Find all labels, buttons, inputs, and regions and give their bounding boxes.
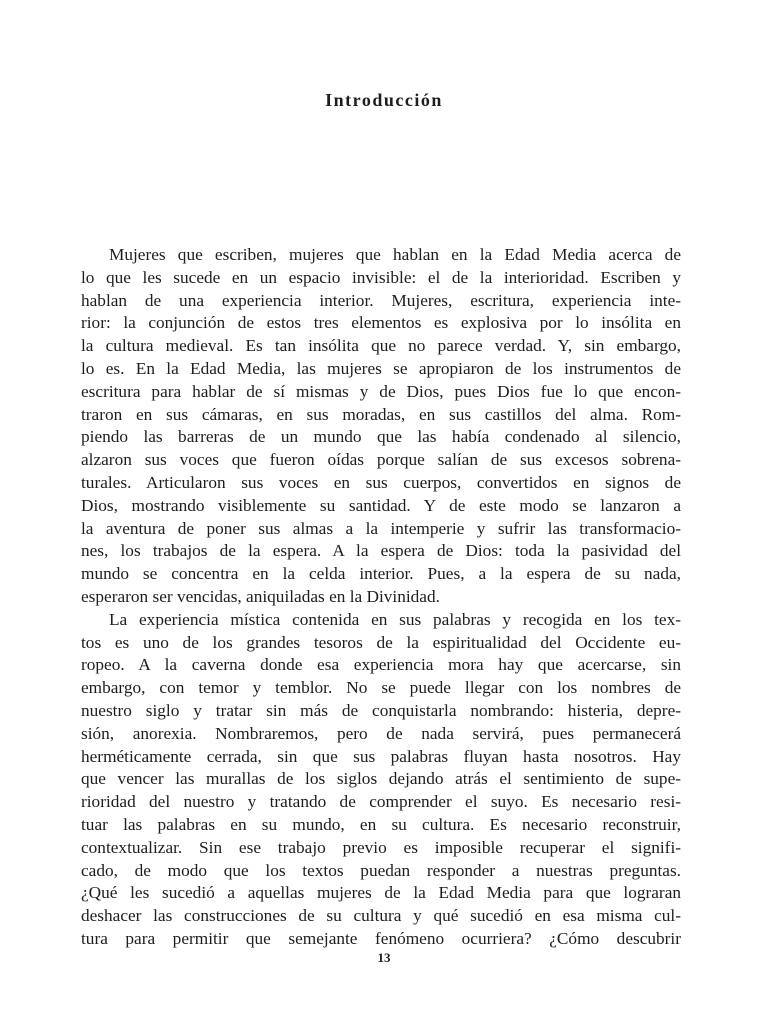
text-line: turales. Articularon sus voces en sus cuerpos, convertidos en signos de	[81, 472, 681, 492]
text-line: lo es. En la Edad Media, las mujeres se apropiaron de los instrumentos de	[81, 358, 681, 378]
text-line: escritura para hablar de sí mismas y de Dios, pues Dios fue lo que encon-	[81, 381, 681, 401]
chapter-title: Introducción	[325, 90, 443, 110]
text-line: ¿Qué les sucedió a aquellas mujeres de la Edad Media para que lograran	[81, 883, 681, 903]
text-line: tura para permitir que semejante fenómeno ocurriera? ¿Cómo descubrir	[81, 928, 681, 948]
text-line: la aventura de poner sus almas a la intemperie y sufrir las transformacio-	[81, 518, 681, 538]
text-line: tos es uno de los grandes tesoros de la espiritualidad del Occidente eu-	[81, 632, 681, 652]
text-line: cado, de modo que los textos puedan responder a nuestras preguntas.	[81, 860, 681, 880]
text-line: alzaron sus voces que fueron oídas porque salían de sus excesos sobrena-	[81, 450, 681, 470]
text-line: embargo, con temor y temblor. No se puede llegar con los nombres de	[81, 678, 681, 698]
text-line: nuestro siglo y tratar sin más de conquistarla nombrando: histeria, depre-	[81, 700, 681, 720]
text-line: esperaron ser vencidas, aniquiladas en la Divinidad.	[81, 586, 440, 606]
text-line: herméticamente cerrada, sin que sus palabras fluyan hasta nosotros. Hay	[81, 746, 681, 766]
paragraph	[81, 244, 681, 609]
text-line: que vencer las murallas de los siglos dejando atrás el sentimiento de supe-	[81, 769, 681, 789]
page-number: 13	[377, 950, 391, 965]
text-line: Mujeres que escriben, mujeres que hablan en la Edad Media acerca de	[109, 245, 681, 264]
text-line: Dios, mostrando visiblemente su santidad. Y de este modo se lanzaron a	[81, 495, 681, 515]
text-line: deshacer las construcciones de su cultura y qué sucedió en esa misma cul-	[81, 906, 681, 926]
text-line: lo que les sucede en un espacio invisible: el de la interioridad. Escriben y	[81, 267, 681, 287]
text-line: ropeo. A la caverna donde esa experiencia mora hay que acercarse, sin	[81, 655, 681, 675]
paragraph	[81, 609, 681, 951]
text-line: rioridad del nuestro y tratando de comprender el suyo. Es necesario resi-	[81, 792, 681, 812]
body-text	[81, 244, 681, 951]
text-line: piendo las barreras de un mundo que las había condenado al silencio,	[81, 427, 681, 447]
text-line: traron en sus cámaras, en sus moradas, en sus castillos del alma. Rom-	[81, 404, 681, 424]
text-line: nes, los trabajos de la espera. A la espera de Dios: toda la pasividad del	[81, 541, 681, 561]
text-line: tuar las palabras en su mundo, en su cultura. Es necesario reconstruir,	[81, 814, 681, 834]
text-line: la cultura medieval. Es tan insólita que no parece verdad. Y, sin embargo,	[81, 336, 681, 356]
text-line: mundo se concentra en la celda interior. Pues, a la espera de su nada,	[81, 564, 681, 584]
text-line: sión, anorexia. Nombraremos, pero de nada servirá, pues permanecerá	[81, 723, 681, 743]
text-line: hablan de una experiencia interior. Mujeres, escritura, experiencia inte-	[81, 290, 681, 310]
text-line: contextualizar. Sin ese trabajo previo es imposible recuperar el signifi-	[81, 837, 681, 857]
text-line: La experiencia mística contenida en sus palabras y recogida en los tex-	[109, 609, 681, 629]
text-line: rior: la conjunción de estos tres elementos es explosiva por lo insólita en	[81, 313, 681, 333]
